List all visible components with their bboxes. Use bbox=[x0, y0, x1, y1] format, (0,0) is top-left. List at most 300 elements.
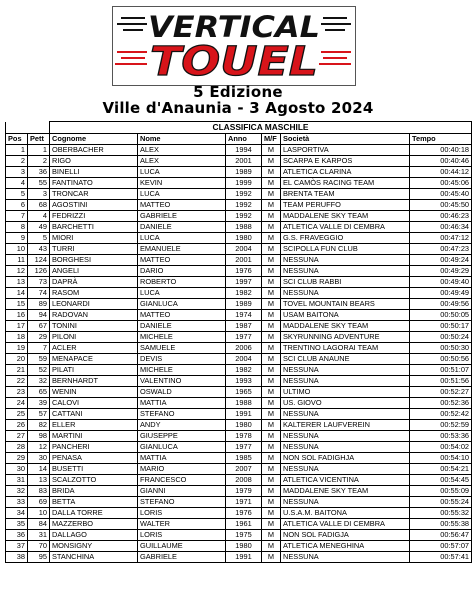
cell-pos: 31 bbox=[6, 475, 28, 486]
cell-societa: ATLETICA CLARINA bbox=[281, 167, 410, 178]
cell-tempo: 00:46:34 bbox=[410, 222, 472, 233]
cell-mf: M bbox=[262, 200, 281, 211]
table-row bbox=[6, 497, 472, 508]
cell-societa: ATLETICA VALLE DI CEMBRA bbox=[281, 222, 410, 233]
cell-pett: 67 bbox=[28, 321, 50, 332]
cell-mf: M bbox=[262, 475, 281, 486]
cell-cognome: CALOVI bbox=[50, 398, 138, 409]
cell-societa: ATLETICA VALLE DI CEMBRA bbox=[281, 519, 410, 530]
cell-pos: 8 bbox=[6, 222, 28, 233]
cell-pos: 15 bbox=[6, 299, 28, 310]
cell-mf: M bbox=[262, 420, 281, 431]
cell-anno: 1971 bbox=[226, 497, 262, 508]
cell-pos: 16 bbox=[6, 310, 28, 321]
table-row bbox=[6, 519, 472, 530]
edition-label: 5 Edizione bbox=[193, 83, 283, 101]
cell-anno: 1982 bbox=[226, 288, 262, 299]
cell-anno: 2004 bbox=[226, 244, 262, 255]
cell-anno: 1977 bbox=[226, 332, 262, 343]
cell-mf: M bbox=[262, 409, 281, 420]
cell-cognome: BUSETTI bbox=[50, 464, 138, 475]
cell-nome: MATTEO bbox=[138, 200, 226, 211]
cell-tempo: 00:53:36 bbox=[410, 431, 472, 442]
table-row bbox=[6, 475, 472, 486]
cell-nome: DANIELE bbox=[138, 321, 226, 332]
cell-societa: ATLETICA VICENTINA bbox=[281, 475, 410, 486]
cell-tempo: 00:57:07 bbox=[410, 541, 472, 552]
cell-nome: WALTER bbox=[138, 519, 226, 530]
cell-mf: M bbox=[262, 299, 281, 310]
cell-mf: M bbox=[262, 519, 281, 530]
cell-mf: M bbox=[262, 464, 281, 475]
cell-anno: 1991 bbox=[226, 552, 262, 563]
cell-cognome: ANGELI bbox=[50, 266, 138, 277]
cell-tempo: 00:49:49 bbox=[410, 288, 472, 299]
cell-anno: 1979 bbox=[226, 486, 262, 497]
cell-pett: 49 bbox=[28, 222, 50, 233]
cell-societa: NESSUNA bbox=[281, 288, 410, 299]
cell-pett: 2 bbox=[28, 156, 50, 167]
cell-nome: GIUSEPPE bbox=[138, 431, 226, 442]
results-body bbox=[6, 145, 472, 563]
table-row bbox=[6, 288, 472, 299]
cell-anno: 1993 bbox=[226, 376, 262, 387]
cell-pos: 18 bbox=[6, 332, 28, 343]
cell-pett: 82 bbox=[28, 420, 50, 431]
cell-tempo: 00:55:38 bbox=[410, 519, 472, 530]
cell-pos: 29 bbox=[6, 453, 28, 464]
column-header-mf: M/F bbox=[262, 134, 281, 145]
cell-societa: NESSUNA bbox=[281, 255, 410, 266]
cell-anno: 1988 bbox=[226, 222, 262, 233]
cell-tempo: 00:54:10 bbox=[410, 453, 472, 464]
table-row bbox=[6, 222, 472, 233]
cell-cognome: BINELLI bbox=[50, 167, 138, 178]
cell-pett: 30 bbox=[28, 453, 50, 464]
table-row bbox=[6, 277, 472, 288]
cell-societa: MADDALENE SKY TEAM bbox=[281, 211, 410, 222]
cell-pett: 84 bbox=[28, 519, 50, 530]
table-row bbox=[6, 420, 472, 431]
cell-mf: M bbox=[262, 541, 281, 552]
cell-pett: 83 bbox=[28, 486, 50, 497]
cell-pett: 126 bbox=[28, 266, 50, 277]
cell-anno: 2008 bbox=[226, 475, 262, 486]
cell-nome: DANIELE bbox=[138, 222, 226, 233]
cell-cognome: CATTANI bbox=[50, 409, 138, 420]
table-row bbox=[6, 365, 472, 376]
cell-societa: SCI CLUB RABBI bbox=[281, 277, 410, 288]
table-row bbox=[6, 310, 472, 321]
column-header-cognome: Cognome bbox=[50, 134, 138, 145]
cell-nome: GIANLUCA bbox=[138, 442, 226, 453]
cell-mf: M bbox=[262, 222, 281, 233]
cell-mf: M bbox=[262, 431, 281, 442]
cell-tempo: 00:47:12 bbox=[410, 233, 472, 244]
cell-pett: 55 bbox=[28, 178, 50, 189]
cell-tempo: 00:49:40 bbox=[410, 277, 472, 288]
cell-tempo: 00:57:41 bbox=[410, 552, 472, 563]
cell-nome: DEVIS bbox=[138, 354, 226, 365]
table-row bbox=[6, 233, 472, 244]
cell-cognome: BORGHESI bbox=[50, 255, 138, 266]
cell-nome: STEFANO bbox=[138, 409, 226, 420]
cell-societa: NON SOL FADIGJA bbox=[281, 530, 410, 541]
cell-nome: ALEX bbox=[138, 156, 226, 167]
cell-cognome: ELLER bbox=[50, 420, 138, 431]
cell-tempo: 00:45:50 bbox=[410, 200, 472, 211]
cell-pett: 59 bbox=[28, 354, 50, 365]
cell-anno: 1980 bbox=[226, 420, 262, 431]
cell-pett: 70 bbox=[28, 541, 50, 552]
cell-anno: 1992 bbox=[226, 189, 262, 200]
cell-anno: 1997 bbox=[226, 277, 262, 288]
cell-nome: LUCA bbox=[138, 288, 226, 299]
cell-societa: ATLETICA MENEGHINA bbox=[281, 541, 410, 552]
cell-tempo: 00:52:27 bbox=[410, 387, 472, 398]
cell-pos: 35 bbox=[6, 519, 28, 530]
cell-pett: 57 bbox=[28, 409, 50, 420]
cell-pett: 65 bbox=[28, 387, 50, 398]
cell-tempo: 00:52:36 bbox=[410, 398, 472, 409]
cell-societa: TOVEL MOUNTAIN BEARS bbox=[281, 299, 410, 310]
cell-tempo: 00:45:40 bbox=[410, 189, 472, 200]
cell-pos: 34 bbox=[6, 508, 28, 519]
cell-cognome: RASOM bbox=[50, 288, 138, 299]
cell-pett: 94 bbox=[28, 310, 50, 321]
cell-nome: GUILLAUME bbox=[138, 541, 226, 552]
cell-tempo: 00:55:09 bbox=[410, 486, 472, 497]
cell-anno: 1989 bbox=[226, 299, 262, 310]
cell-pett: 32 bbox=[28, 376, 50, 387]
cell-cognome: FANTINATO bbox=[50, 178, 138, 189]
cell-cognome: BERNHARDT bbox=[50, 376, 138, 387]
cell-societa: MADDALENE SKY TEAM bbox=[281, 486, 410, 497]
cell-nome: OSWALD bbox=[138, 387, 226, 398]
cell-nome: MATTEO bbox=[138, 310, 226, 321]
cell-cognome: PILATI bbox=[50, 365, 138, 376]
cell-anno: 1988 bbox=[226, 398, 262, 409]
cell-nome: LUCA bbox=[138, 167, 226, 178]
cell-cognome: TONINI bbox=[50, 321, 138, 332]
cell-pos: 9 bbox=[6, 233, 28, 244]
cell-pos: 6 bbox=[6, 200, 28, 211]
cell-pett: 52 bbox=[28, 365, 50, 376]
cell-societa: SCIPOLLA FUN CLUB bbox=[281, 244, 410, 255]
cell-societa: US. GIOVO bbox=[281, 398, 410, 409]
cell-anno: 1985 bbox=[226, 453, 262, 464]
cell-anno: 1976 bbox=[226, 266, 262, 277]
cell-tempo: 00:50:24 bbox=[410, 332, 472, 343]
cell-societa: NESSUNA bbox=[281, 464, 410, 475]
cell-pos: 7 bbox=[6, 211, 28, 222]
cell-nome: LORIS bbox=[138, 530, 226, 541]
cell-nome: EMANUELE bbox=[138, 244, 226, 255]
cell-anno: 1965 bbox=[226, 387, 262, 398]
cell-pos: 32 bbox=[6, 486, 28, 497]
cell-cognome: LEONARDI bbox=[50, 299, 138, 310]
cell-mf: M bbox=[262, 321, 281, 332]
cell-mf: M bbox=[262, 453, 281, 464]
column-header-pos: Pos bbox=[6, 134, 28, 145]
cell-cognome: RADOVAN bbox=[50, 310, 138, 321]
cell-cognome: WENIN bbox=[50, 387, 138, 398]
cell-societa: NESSUNA bbox=[281, 442, 410, 453]
table-row bbox=[6, 442, 472, 453]
table-row bbox=[6, 145, 472, 156]
cell-cognome: FEDRIZZI bbox=[50, 211, 138, 222]
cell-cognome: AGOSTINI bbox=[50, 200, 138, 211]
cell-nome: VALENTINO bbox=[138, 376, 226, 387]
cell-pett: 10 bbox=[28, 508, 50, 519]
cell-tempo: 00:51:56 bbox=[410, 376, 472, 387]
cell-mf: M bbox=[262, 288, 281, 299]
table-title: CLASSIFICA MASCHILE bbox=[50, 122, 472, 134]
table-row bbox=[6, 398, 472, 409]
cell-pos: 24 bbox=[6, 398, 28, 409]
cell-tempo: 00:52:59 bbox=[410, 420, 472, 431]
cell-nome: MATTIA bbox=[138, 398, 226, 409]
cell-pett: 5 bbox=[28, 233, 50, 244]
cell-anno: 1987 bbox=[226, 321, 262, 332]
cell-mf: M bbox=[262, 189, 281, 200]
cell-cognome: TRONCAR bbox=[50, 189, 138, 200]
cell-societa: U.S.A.M. BAITONA bbox=[281, 508, 410, 519]
cell-tempo: 00:46:23 bbox=[410, 211, 472, 222]
cell-societa: G.S. FRAVEGGIO bbox=[281, 233, 410, 244]
cell-societa: TEAM PERUFFO bbox=[281, 200, 410, 211]
cell-pos: 37 bbox=[6, 541, 28, 552]
cell-cognome: PENASA bbox=[50, 453, 138, 464]
cell-pett: 7 bbox=[28, 343, 50, 354]
cell-pett: 39 bbox=[28, 398, 50, 409]
cell-pos: 21 bbox=[6, 365, 28, 376]
cell-pos: 3 bbox=[6, 167, 28, 178]
cell-nome: MATTIA bbox=[138, 453, 226, 464]
cell-cognome: MONSIGNY bbox=[50, 541, 138, 552]
cell-mf: M bbox=[262, 266, 281, 277]
column-header-anno: Anno bbox=[226, 134, 262, 145]
cell-nome: LUCA bbox=[138, 233, 226, 244]
cell-tempo: 00:52:42 bbox=[410, 409, 472, 420]
cell-cognome: SCALZOTTO bbox=[50, 475, 138, 486]
cell-pett: 1 bbox=[28, 145, 50, 156]
table-row bbox=[6, 156, 472, 167]
cell-nome: LORIS bbox=[138, 508, 226, 519]
cell-pos: 14 bbox=[6, 288, 28, 299]
table-row bbox=[6, 178, 472, 189]
results-table bbox=[5, 121, 472, 563]
cell-anno: 2001 bbox=[226, 156, 262, 167]
table-row bbox=[6, 255, 472, 266]
cell-mf: M bbox=[262, 365, 281, 376]
cell-pos: 38 bbox=[6, 552, 28, 563]
cell-pett: 89 bbox=[28, 299, 50, 310]
cell-tempo: 00:51:07 bbox=[410, 365, 472, 376]
cell-nome: GABRIELE bbox=[138, 552, 226, 563]
cell-cognome: MAZZERBO bbox=[50, 519, 138, 530]
cell-mf: M bbox=[262, 508, 281, 519]
logo-line1: VERTICAL bbox=[148, 10, 320, 44]
table-row bbox=[6, 387, 472, 398]
cell-anno: 1982 bbox=[226, 365, 262, 376]
table-row bbox=[6, 266, 472, 277]
cell-pett: 74 bbox=[28, 288, 50, 299]
cell-tempo: 00:54:21 bbox=[410, 464, 472, 475]
cell-societa: NESSUNA bbox=[281, 552, 410, 563]
cell-pett: 13 bbox=[28, 475, 50, 486]
table-row bbox=[6, 508, 472, 519]
cell-cognome: RIGO bbox=[50, 156, 138, 167]
cell-pos: 30 bbox=[6, 464, 28, 475]
cell-nome: DARIO bbox=[138, 266, 226, 277]
cell-pos: 28 bbox=[6, 442, 28, 453]
cell-pett: 95 bbox=[28, 552, 50, 563]
cell-cognome: BETTA bbox=[50, 497, 138, 508]
cell-societa: NESSUNA bbox=[281, 431, 410, 442]
cell-nome: KEVIN bbox=[138, 178, 226, 189]
cell-pett: 14 bbox=[28, 464, 50, 475]
cell-cognome: DALLA TORRE bbox=[50, 508, 138, 519]
cell-nome: GIANNI bbox=[138, 486, 226, 497]
cell-cognome: MARTINI bbox=[50, 431, 138, 442]
cell-pett: 12 bbox=[28, 442, 50, 453]
cell-pett: 98 bbox=[28, 431, 50, 442]
cell-societa: NESSUNA bbox=[281, 376, 410, 387]
cell-mf: M bbox=[262, 442, 281, 453]
cell-tempo: 00:50:56 bbox=[410, 354, 472, 365]
cell-anno: 1994 bbox=[226, 145, 262, 156]
cell-pett: 124 bbox=[28, 255, 50, 266]
cell-tempo: 00:50:17 bbox=[410, 321, 472, 332]
cell-pos: 10 bbox=[6, 244, 28, 255]
cell-pos: 17 bbox=[6, 321, 28, 332]
cell-anno: 1992 bbox=[226, 211, 262, 222]
column-header-societa: Società bbox=[281, 134, 410, 145]
cell-pos: 13 bbox=[6, 277, 28, 288]
cell-anno: 1976 bbox=[226, 508, 262, 519]
cell-pos: 1 bbox=[6, 145, 28, 156]
table-row bbox=[6, 486, 472, 497]
cell-societa: TRENTINO LAGORAI TEAM bbox=[281, 343, 410, 354]
cell-societa: EL CAMÒS RACING TEAM bbox=[281, 178, 410, 189]
cell-societa: SCARPA E KARPOS bbox=[281, 156, 410, 167]
cell-societa: KALTERER LAUFVEREIN bbox=[281, 420, 410, 431]
cell-pett: 3 bbox=[28, 189, 50, 200]
cell-pett: 4 bbox=[28, 211, 50, 222]
column-header-tempo: Tempo bbox=[410, 134, 472, 145]
table-row bbox=[6, 200, 472, 211]
cell-pos: 5 bbox=[6, 189, 28, 200]
cell-pett: 31 bbox=[28, 530, 50, 541]
table-row bbox=[6, 167, 472, 178]
place-date-label: Ville d'Anaunia - 3 Agosto 2024 bbox=[102, 99, 374, 117]
table-row bbox=[6, 321, 472, 332]
table-row bbox=[6, 343, 472, 354]
table-row bbox=[6, 189, 472, 200]
cell-pos: 12 bbox=[6, 266, 28, 277]
cell-mf: M bbox=[262, 244, 281, 255]
cell-nome: STEFANO bbox=[138, 497, 226, 508]
cell-mf: M bbox=[262, 497, 281, 508]
cell-anno: 1999 bbox=[226, 178, 262, 189]
cell-mf: M bbox=[262, 530, 281, 541]
cell-societa: NESSUNA bbox=[281, 497, 410, 508]
cell-anno: 2004 bbox=[226, 354, 262, 365]
cell-tempo: 00:44:12 bbox=[410, 167, 472, 178]
cell-cognome: MIORI bbox=[50, 233, 138, 244]
table-row bbox=[6, 530, 472, 541]
cell-mf: M bbox=[262, 398, 281, 409]
cell-nome: SAMUELE bbox=[138, 343, 226, 354]
vertical-touel-logo bbox=[113, 7, 355, 85]
cell-cognome: PANCHERI bbox=[50, 442, 138, 453]
title-spacer bbox=[6, 122, 50, 134]
cell-tempo: 00:40:18 bbox=[410, 145, 472, 156]
cell-tempo: 00:47:23 bbox=[410, 244, 472, 255]
event-logo bbox=[112, 6, 356, 86]
cell-mf: M bbox=[262, 387, 281, 398]
cell-pos: 26 bbox=[6, 420, 28, 431]
cell-pett: 29 bbox=[28, 332, 50, 343]
cell-anno: 1980 bbox=[226, 541, 262, 552]
cell-anno: 2001 bbox=[226, 255, 262, 266]
cell-cognome: TURRI bbox=[50, 244, 138, 255]
cell-tempo: 00:54:45 bbox=[410, 475, 472, 486]
cell-tempo: 00:49:29 bbox=[410, 266, 472, 277]
cell-tempo: 00:40:46 bbox=[410, 156, 472, 167]
cell-mf: M bbox=[262, 310, 281, 321]
cell-mf: M bbox=[262, 486, 281, 497]
cell-mf: M bbox=[262, 178, 281, 189]
table-row bbox=[6, 354, 472, 365]
cell-societa: LASPORTIVA bbox=[281, 145, 410, 156]
cell-tempo: 00:50:30 bbox=[410, 343, 472, 354]
cell-anno: 1989 bbox=[226, 167, 262, 178]
cell-cognome: DAPRÀ bbox=[50, 277, 138, 288]
cell-anno: 2006 bbox=[226, 343, 262, 354]
cell-nome: MATTEO bbox=[138, 255, 226, 266]
cell-mf: M bbox=[262, 343, 281, 354]
cell-mf: M bbox=[262, 376, 281, 387]
cell-cognome: BRIDA bbox=[50, 486, 138, 497]
cell-pett: 68 bbox=[28, 200, 50, 211]
cell-pos: 25 bbox=[6, 409, 28, 420]
cell-tempo: 00:55:32 bbox=[410, 508, 472, 519]
cell-mf: M bbox=[262, 167, 281, 178]
cell-pett: 73 bbox=[28, 277, 50, 288]
cell-pos: 19 bbox=[6, 343, 28, 354]
column-header-nome: Nome bbox=[138, 134, 226, 145]
cell-anno: 1991 bbox=[226, 409, 262, 420]
cell-nome: FRANCESCO bbox=[138, 475, 226, 486]
cell-pos: 27 bbox=[6, 431, 28, 442]
table-row bbox=[6, 409, 472, 420]
cell-nome: MICHELE bbox=[138, 332, 226, 343]
cell-pos: 4 bbox=[6, 178, 28, 189]
cell-pos: 11 bbox=[6, 255, 28, 266]
table-row bbox=[6, 299, 472, 310]
cell-societa: NESSUNA bbox=[281, 365, 410, 376]
cell-tempo: 00:49:56 bbox=[410, 299, 472, 310]
cell-anno: 1992 bbox=[226, 200, 262, 211]
cell-pett: 36 bbox=[28, 167, 50, 178]
cell-anno: 1980 bbox=[226, 233, 262, 244]
cell-societa: NESSUNA bbox=[281, 409, 410, 420]
cell-cognome: BARCHETTI bbox=[50, 222, 138, 233]
cell-pett: 69 bbox=[28, 497, 50, 508]
cell-mf: M bbox=[262, 354, 281, 365]
